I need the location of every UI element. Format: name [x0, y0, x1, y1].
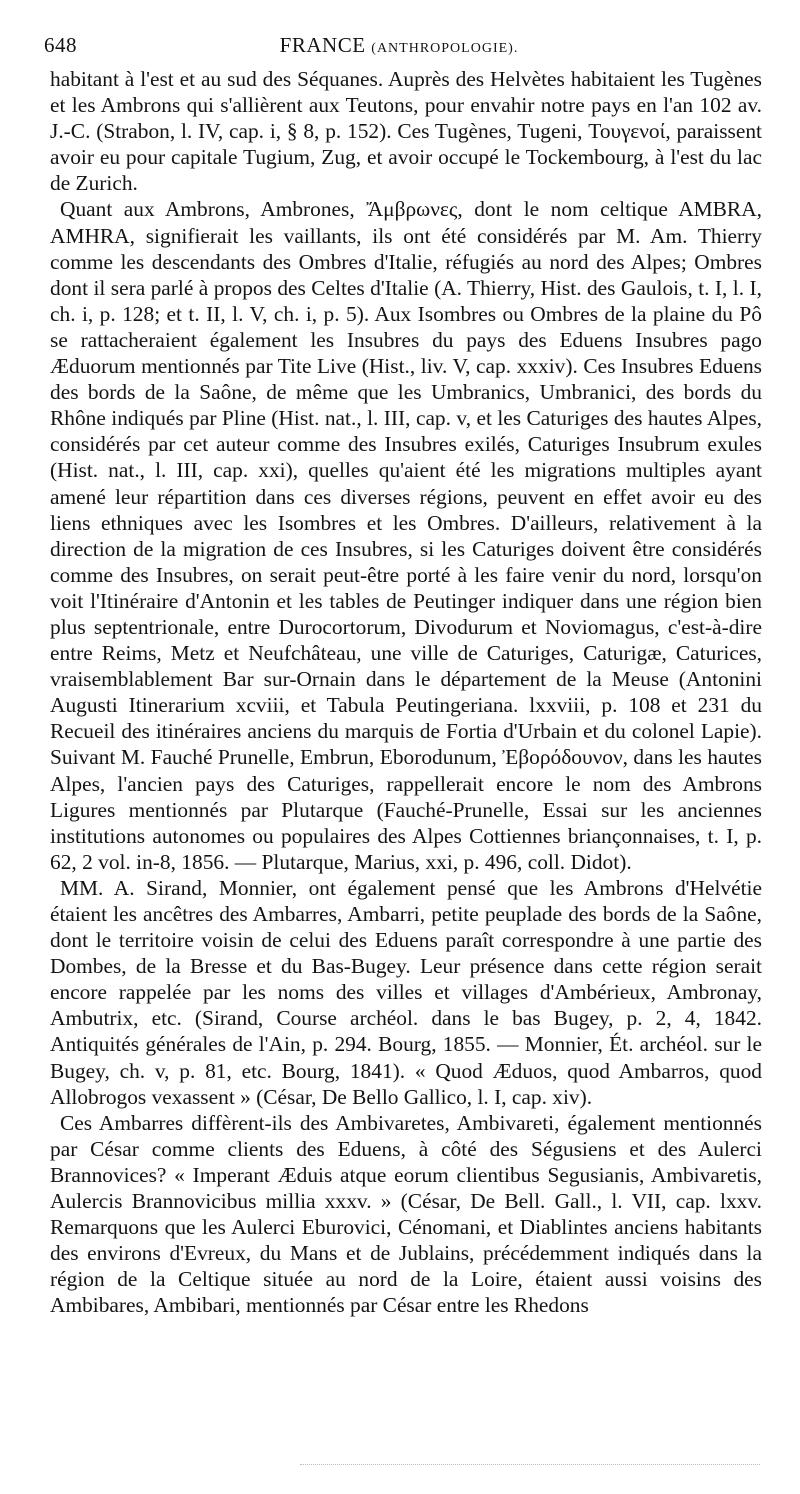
paragraph-2: Quant aux Ambrons, Ambrones, Ἄμβρωνες, dont le nom celtique AMBRA, AMHRA, signifierait les vaillants, ils ont été considérés par M. Am. Thierry comme les descendants des Ombres d'Italie, réfugiés au nord des Alpes; Ombres dont il sera parlé à propos des Celtes d'Italie (A. Thierry, Hist. des Gaulois, t. I, l. I, ch. i, p. 128; et t. II, l. V, ch. i, p. 5). Aux Isombres ou Ombres de la plaine du Pô se rattacheraient également les Insubres du pays des Eduens Insubres pago Æduorum mentionnés par Tite Live (Hist., liv. V, cap. xxxiv). Ces Insubres Eduens des bords de la Saône, de même que les Umbranics, Umbranici, des bords du Rhône indiqués par Pline (Hist. nat., l. III, cap. v, et les Caturiges des hautes Alpes, considérés par cet auteur comme des Insubres exilés, Caturiges Insubrum exules (Hist. nat., l. III, cap. xxi), quelles qu'aient été les migrations multiples ayant amené leur répartition dans ces diverses régions, peuvent en effet avoir eu des liens ethniques avec les Isombres et les Ombres. D'ailleurs, relativement à la direction de la migration de ces Insubres, si les Caturiges doivent être considérés comme des Insubres, on serait peut-être porté à les faire venir du nord, lorsqu'on voit l'Itinéraire d'Antonin et les tables de Peutinger indiquer dans une région bien plus septentrionale, entre Durocortorum, Divodurum et Noviomagus, c'est-à-dire entre Reims, Metz et Neufchâteau, une ville de Caturiges, Caturigæ, Caturices, vraisemblablement Bar sur-Ornain dans le département de la Meuse (Antonini Augusti Itinerarium xcviii, et Tabula Peutingeriana. lxxviii, p. 108 et 231 du Recueil des itinéraires anciens du marquis de Fortia d'Urbain et du colonel Lapie). Suivant M. Fauché Prunelle, Embrun, Eborodunum, Ἐβορόδουνον, dans les hautes Alpes, l'ancien pays des Caturiges, rappellerait encore le nom des Ambrons Ligures mentionnés par Plutarque (Fauché-Prunelle, Essai sur les anciennes institutions autonomes ou populaires des Alpes Cottiennes briançonnaises, t. I, p. 62, 2 vol. in-8, 1856. — Plutarque, Marius, xxi, p. 496, coll. Didot).: [50, 197, 762, 874]
paragraph-1: habitant à l'est et au sud des Séquanes. Auprès des Helvètes habitaient les Tugènes et les Ambrons qui s'allièrent aux Teutons, pour envahir notre pays en l'an 102 av. J.-C. (Strabon, l. IV, cap. i, § 8, p. 152). Ces Tugènes, Tugeni, Τουγενοί, paraissent avoir eu pour capitale Tugium, Zug, et avoir occupé le Tockembourg, à l'est du lac de Zurich.: [50, 67, 762, 196]
running-subtitle: (ANTHROPOLOGIE).: [371, 41, 519, 56]
body-text: [50, 66, 762, 1319]
page-header: [44, 33, 754, 59]
running-head: [44, 33, 754, 58]
running-title: FRANCE: [279, 33, 366, 57]
page-number: 648: [44, 33, 77, 57]
paragraph-4: Ces Ambarres diffèrent-ils des Ambivaretes, Ambivareti, également mentionnés par César comme clients des Eduens, à côté des Ségusiens et des Aulerci Brannovices? « Imperant Æduis atque eorum clientibus Segusianis, Ambivaretis, Aulercis Brannovicibus millia xxxv. » (César, De Bell. Gall., l. VII, cap. lxxv. Remarquons que les Aulerci Eburovici, Cénomani, et Diablintes anciens habitants des environs d'Evreux, du Mans et de Jublains, précédemment indiqués dans la région de la Celtique située au nord de la Loire, étaient aussi voisins des Ambibares, Ambibari, mentionnés par César entre les Rhedons: [50, 1110, 762, 1318]
paragraph-3: MM. A. Sirand, Monnier, ont également pensé que les Ambrons d'Helvétie étaient les ancêtres des Ambarres, Ambarri, petite peuplade des bords de la Saône, dont le territoire voisin de celui des Eduens paraît correspondre à une partie des Dombes, de la Bresse et du Bas-Bugey. Leur présence dans cette région serait encore rappelée par les noms des villes et villages d'Ambérieux, Ambronay, Ambutrix, etc. (Sirand, Course archéol. dans le bas Bugey, p. 2, 4, 1842. Antiquités générales de l'Ain, p. 294. Bourg, 1855. — Monnier, Ét. archéol. sur le Bugey, ch. v, p. 81, etc. Bourg, 1841). « Quod Æduos, quod Ambarros, quod Allobrogos vexassent » (César, De Bello Gallico, l. I, cap. xiv).: [50, 875, 762, 1109]
show-through-trace: [300, 1464, 760, 1468]
